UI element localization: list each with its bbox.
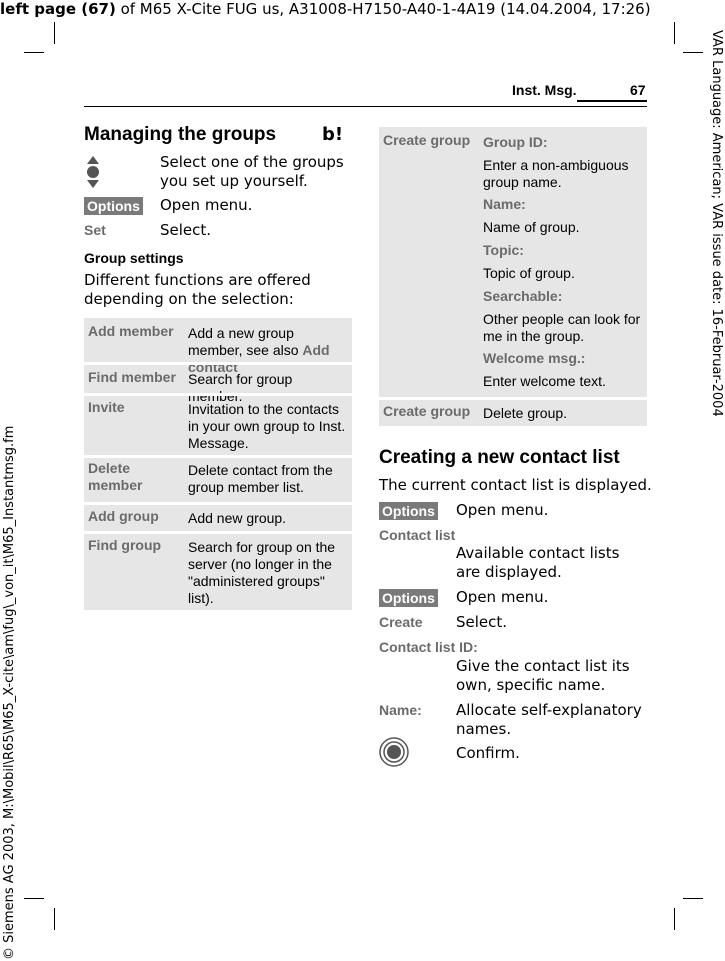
step-text: Allocate self-explanatory names.: [456, 701, 642, 738]
contact-list-id-key: Contact list ID:: [379, 639, 478, 655]
intro-text: The current contact list is displayed.: [379, 476, 652, 494]
crop-mark: [24, 898, 44, 899]
print-header-info: of M65 X-Cite FUG us, A31008-H7150-A40-1-4A19 (14.04.2004, 17:26): [115, 0, 651, 18]
table-row: [84, 393, 352, 455]
row-value: Add new group.: [188, 510, 287, 526]
link-add-contact: Add contact: [188, 342, 330, 375]
center-key-icon: [379, 737, 409, 767]
create-group-table: [379, 127, 647, 426]
step-text: Open menu.: [456, 501, 549, 519]
row-key: Find group: [88, 537, 162, 553]
options-softkey: Options: [379, 501, 438, 520]
row-value: Add a new group member, see also Add contact: [188, 325, 330, 375]
step-text: Available contact lists are displayed.: [456, 544, 620, 581]
side-text-right: VAR Language: American; VAR issue date: 16-Februar-2004: [709, 30, 724, 417]
table-row: [84, 502, 352, 531]
row-key: Create group: [383, 403, 471, 419]
step-text: Open menu.: [160, 196, 253, 214]
set-key: Set: [84, 222, 106, 238]
crop-mark: [683, 52, 703, 53]
print-header-page: left page (67): [0, 0, 116, 18]
field-desc: Topic of group.: [483, 265, 575, 281]
field-desc: Enter welcome text.: [483, 373, 606, 389]
subheading: Group settings: [84, 250, 184, 266]
row-key: Delete member: [88, 460, 143, 493]
nav-up-down-icon: [84, 155, 102, 189]
section-heading: Managing the groups: [84, 124, 277, 145]
table-row: [84, 362, 352, 404]
group-settings-table: [84, 318, 352, 610]
name-key: Name:: [379, 702, 422, 718]
availability-icon: b!: [322, 124, 344, 145]
field-desc: Name of group.: [483, 219, 580, 235]
row-key: Add group: [88, 508, 159, 524]
step-text: Select.: [456, 613, 508, 631]
crop-mark: [54, 22, 55, 44]
table-row: [84, 531, 352, 613]
table-row: [84, 318, 352, 375]
field-label: Group ID:: [483, 134, 548, 150]
field-desc: Enter a non-ambiguous group name.: [483, 157, 629, 190]
create-key: Create: [379, 614, 423, 630]
row-key: Find member: [88, 369, 176, 385]
field-desc: Other people can look for me in the group.: [483, 311, 641, 344]
section-title: Inst. Msg.: [512, 82, 577, 98]
row-value: Delete contact from the group member list.: [188, 462, 333, 495]
row-value: Search for group member.: [188, 371, 293, 404]
step-text: Select one of the groups you set up yourself.: [160, 153, 344, 190]
row-key: Add member: [88, 323, 174, 339]
field-label: Topic:: [483, 242, 524, 258]
crop-mark: [674, 908, 675, 930]
step-text: Confirm.: [456, 744, 520, 762]
table-row: [379, 127, 647, 394]
field-label: Welcome msg.:: [483, 350, 586, 366]
section-heading-contact-list: Creating a new contact list: [379, 447, 620, 468]
crop-mark: [54, 908, 55, 930]
side-text-left: © Siemens AG 2003, M:\Mobil\R65\M65_X-cite\am\fug\_von_it\M65_Instantmsg.fm: [2, 425, 17, 960]
row-value: Search for group on the server (no longer in the "administered groups" list).: [188, 539, 336, 606]
row-value: Invitation to the contacts in your own group to Inst. Message.: [188, 401, 346, 451]
crop-mark: [674, 22, 675, 44]
row-value: Delete group.: [483, 405, 568, 421]
step-text: Select.: [160, 221, 212, 239]
page-number: 67: [630, 82, 646, 98]
crop-mark: [24, 52, 44, 53]
crop-mark: [683, 898, 703, 899]
intro-text: Different functions are offered depending on the selection:: [84, 271, 311, 308]
row-key: Create group: [383, 132, 471, 148]
head-rule: [84, 106, 647, 107]
head-rule-thick: [577, 100, 647, 102]
contact-list-key: Contact list: [379, 527, 456, 543]
table-row: [84, 455, 352, 502]
step-text: Give the contact list its own, specific name.: [456, 657, 630, 694]
options-softkey: Options: [84, 196, 143, 215]
field-label: Name:: [483, 196, 526, 212]
options-softkey: Options: [379, 588, 438, 607]
table-row: [379, 397, 647, 429]
row-key: Invite: [88, 399, 125, 415]
print-header: [0, 0, 651, 18]
step-text: Open menu.: [456, 588, 549, 606]
field-label: Searchable:: [483, 288, 563, 304]
